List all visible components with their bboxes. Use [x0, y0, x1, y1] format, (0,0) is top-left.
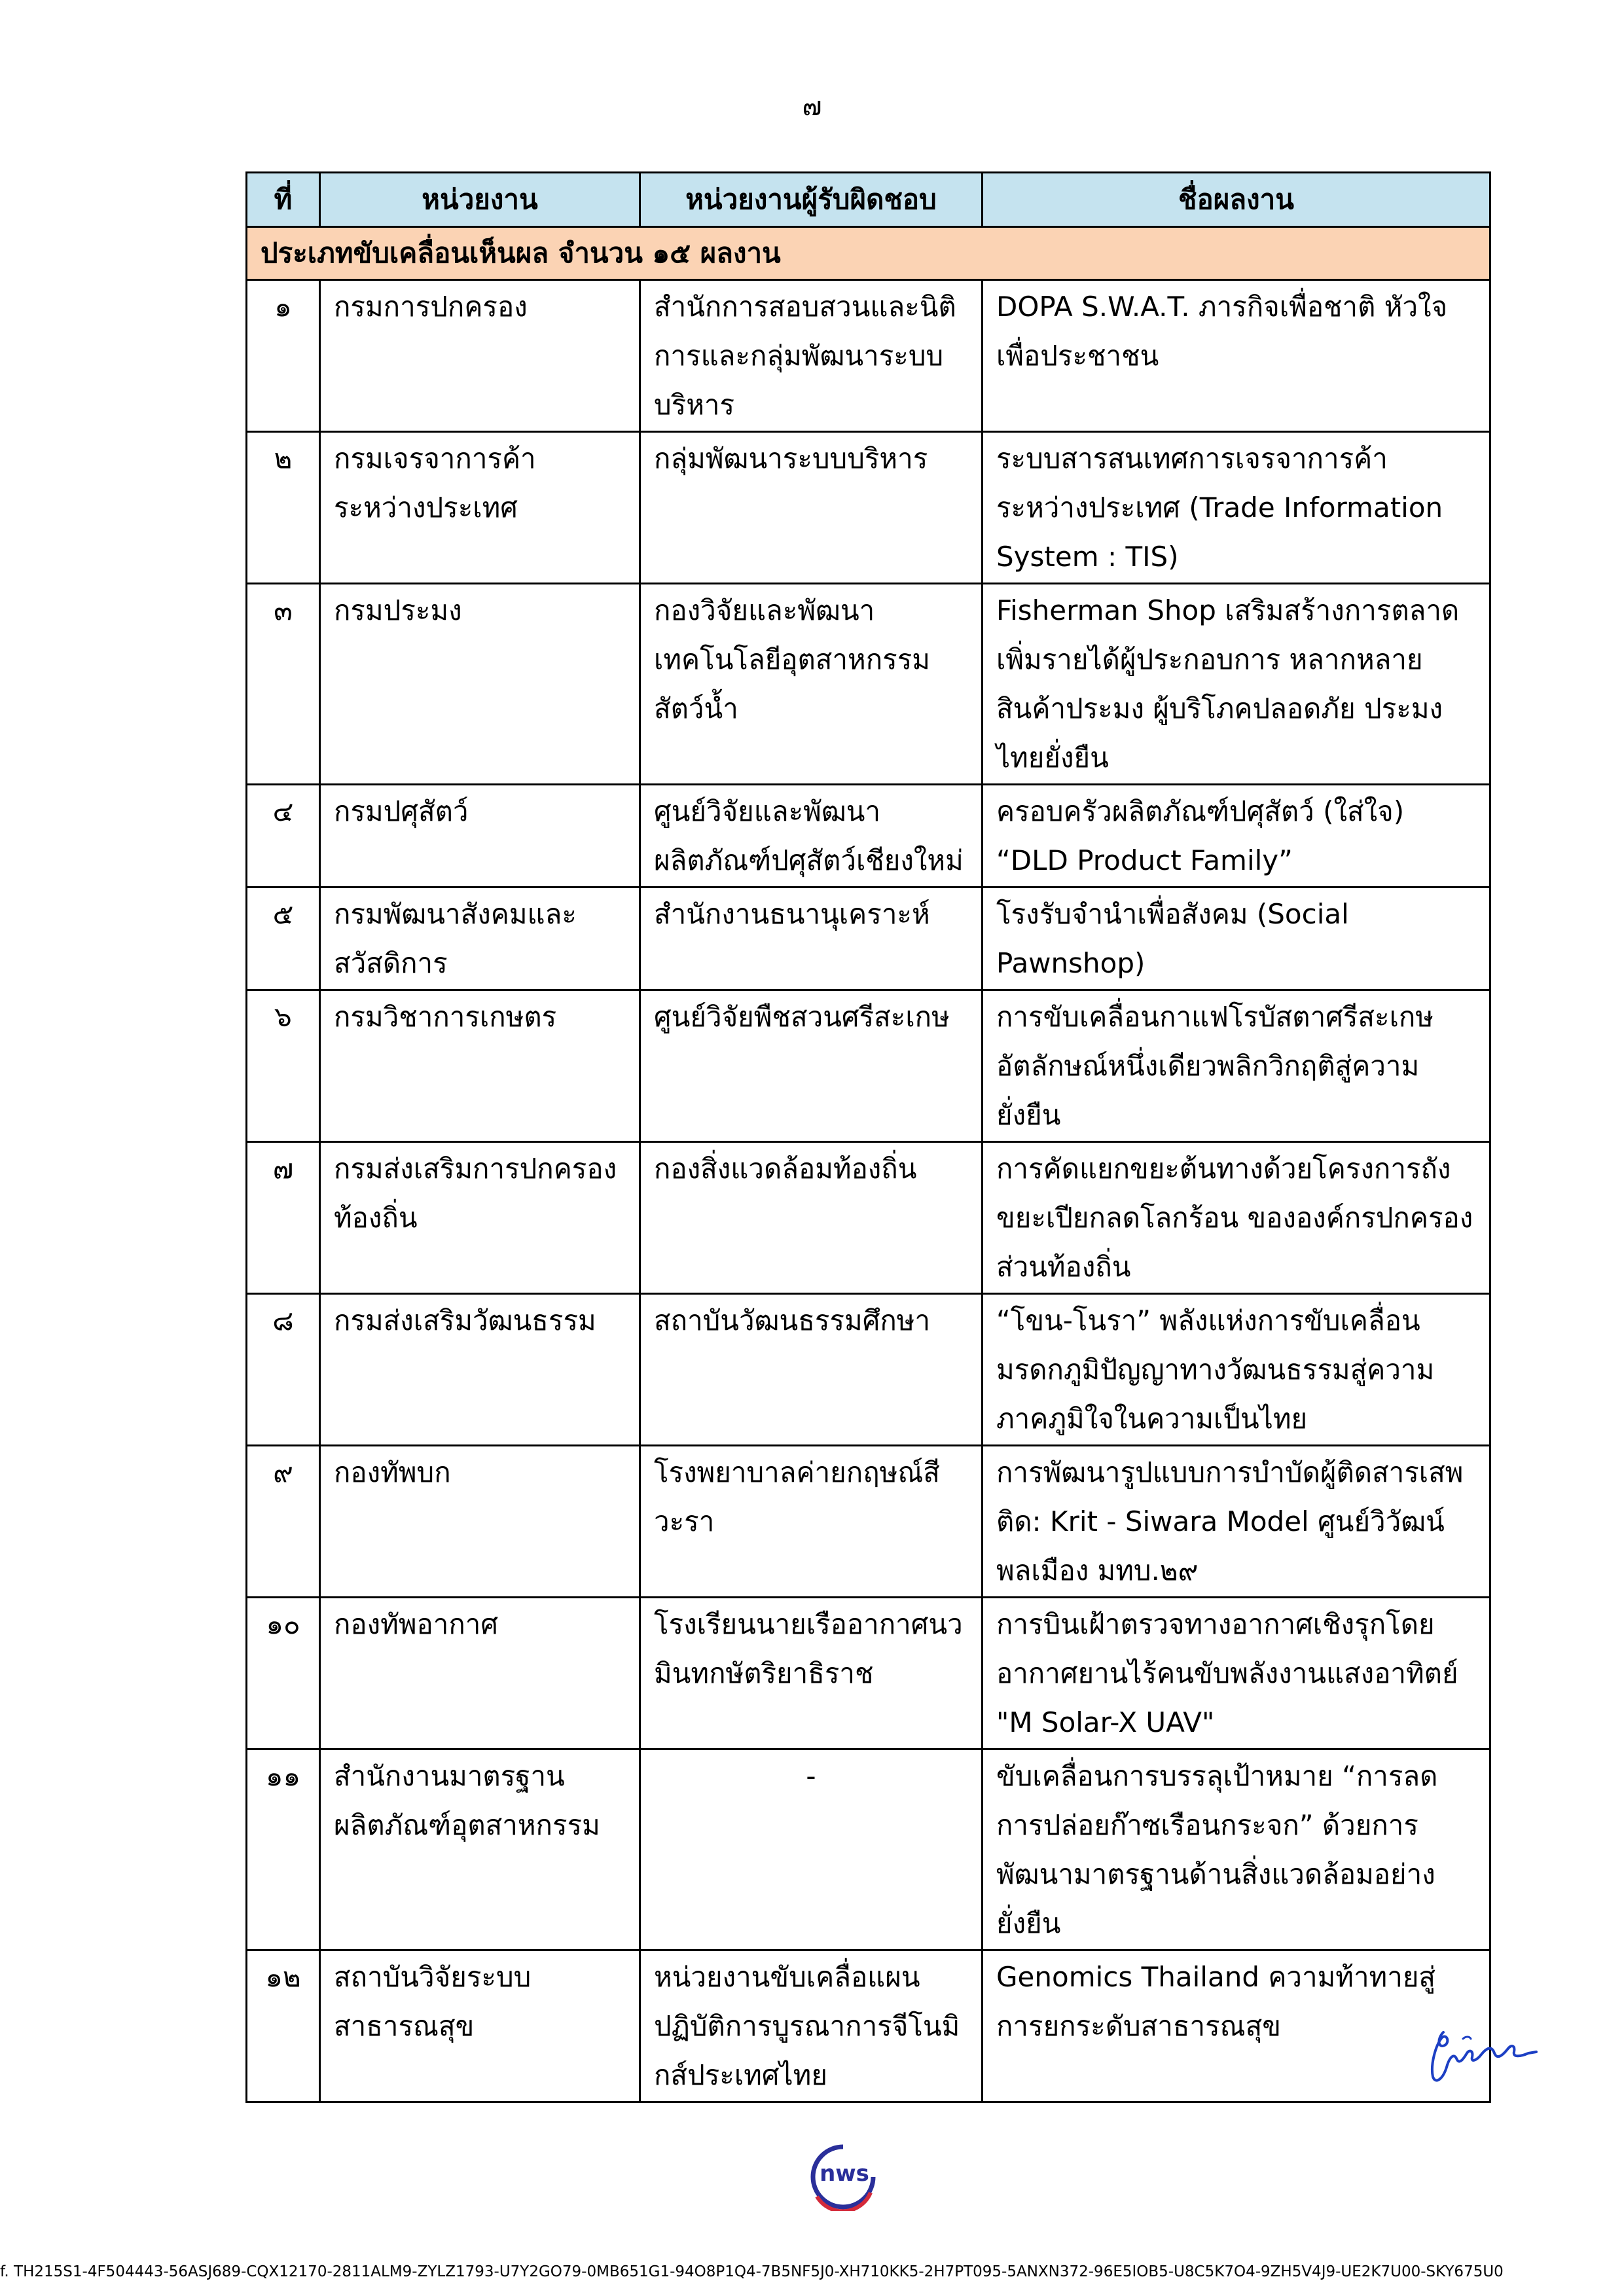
row-responsible-unit: กองสิ่งแวดล้อมท้องถิ่น — [640, 1142, 983, 1294]
table-row — [247, 1598, 1490, 1749]
row-work-name: โรงรับจำนำเพื่อสังคม (Social Pawnshop) — [983, 888, 1490, 990]
category-row — [247, 227, 1490, 280]
table-row — [247, 280, 1490, 432]
header-responsible-unit: หน่วยงานผู้รับผิดชอบ — [640, 173, 983, 227]
table-row — [247, 1749, 1490, 1950]
row-work-name: Fisherman Shop เสริมสร้างการตลาด เพิ่มรายได้ผู้ประกอบการ หลากหลายสินค้าประมง ผู้บริโภคปลอดภัย ประมงไทยยั่งยืน — [983, 584, 1490, 785]
row-work-name: ระบบสารสนเทศการเจรจาการค้าระหว่างประเทศ (Trade Information System : TIS) — [983, 432, 1490, 584]
row-responsible-unit: โรงพยาบาลค่ายกฤษณ์สีวะรา — [640, 1446, 983, 1598]
svg-text:nws: nws — [820, 2161, 869, 2187]
table-row — [247, 1142, 1490, 1294]
row-agency: กรมวิชาการเกษตร — [320, 990, 640, 1142]
row-responsible-unit: สำนักงานธนานุเคราะห์ — [640, 888, 983, 990]
row-responsible-unit: หน่วยงานขับเคลื่อแผนปฏิบัติการบูรณาการจีโนมิกส์ประเทศไทย — [640, 1950, 983, 2102]
row-responsible-unit: สถาบันวัฒนธรรมศึกษา — [640, 1294, 983, 1446]
page-number: ๗ — [802, 92, 822, 122]
table-header-row — [247, 173, 1490, 227]
row-number: ๙ — [247, 1446, 320, 1598]
row-number: ๕ — [247, 888, 320, 990]
row-number: ๑๒ — [247, 1950, 320, 2102]
row-number: ๖ — [247, 990, 320, 1142]
row-responsible-unit: - — [640, 1749, 983, 1950]
category-label: ประเภทขับเคลื่อนเห็นผล จำนวน ๑๕ ผลงาน — [247, 227, 1490, 280]
row-agency: กรมการปกครอง — [320, 280, 640, 432]
table-row — [247, 584, 1490, 785]
table-row — [247, 1950, 1490, 2102]
row-agency: กรมส่งเสริมการปกครองท้องถิ่น — [320, 1142, 640, 1294]
document-reference-code: f. TH215S1-4F504443-56ASJ689-CQX12170-2811ALM9-ZYLZ1793-U7Y2GO79-0MB651G1-94O8P1Q4-7B5NF5J0-XH710KK5-2H7PT095-5ANXN372-96E5IOB5-U8C5K7O4-9ZH5V4J9-UE2K7U00-SKY675U0 — [0, 2263, 1504, 2280]
table-row — [247, 785, 1490, 888]
row-work-name: “โขน-โนรา” พลังแห่งการขับเคลื่อนมรดกภูมิปัญญาทางวัฒนธรรมสู่ความภาคภูมิใจในความเป็นไทย — [983, 1294, 1490, 1446]
row-agency: กรมประมง — [320, 584, 640, 785]
signature — [1424, 2019, 1542, 2091]
header-no: ที่ — [247, 173, 320, 227]
results-table — [245, 171, 1491, 2103]
nws-logo — [797, 2139, 889, 2211]
row-work-name: การขับเคลื่อนกาแฟโรบัสตาศรีสะเกษ อัตลักษณ์หนึ่งเดียวพลิกวิกฤติสู่ความยั่งยืน — [983, 990, 1490, 1142]
table-row — [247, 1294, 1490, 1446]
row-responsible-unit: กลุ่มพัฒนาระบบบริหาร — [640, 432, 983, 584]
row-number: ๔ — [247, 785, 320, 888]
row-work-name: การบินเฝ้าตรวจทางอากาศเชิงรุกโดยอากาศยานไร้คนขับพลังงานแสงอาทิตย์ "M Solar-X UAV" — [983, 1598, 1490, 1749]
table-row — [247, 888, 1490, 990]
row-work-name: Genomics Thailand ความท้าทายสู่การยกระดับสาธารณสุข — [983, 1950, 1490, 2102]
table-row — [247, 432, 1490, 584]
row-responsible-unit: กองวิจัยและพัฒนาเทคโนโลยีอุตสาหกรรมสัตว์น้ำ — [640, 584, 983, 785]
row-work-name: DOPA S.W.A.T. ภารกิจเพื่อชาติ หัวใจเพื่อประชาชน — [983, 280, 1490, 432]
row-work-name: การคัดแยกขยะต้นทางด้วยโครงการถังขยะเปียกลดโลกร้อน ขององค์กรปกครองส่วนท้องถิ่น — [983, 1142, 1490, 1294]
row-number: ๘ — [247, 1294, 320, 1446]
table-row — [247, 990, 1490, 1142]
row-responsible-unit: ศูนย์วิจัยพืชสวนศรีสะเกษ — [640, 990, 983, 1142]
header-work-name: ชื่อผลงาน — [983, 173, 1490, 227]
row-number: ๑ — [247, 280, 320, 432]
row-number: ๑๑ — [247, 1749, 320, 1950]
table-row — [247, 1446, 1490, 1598]
row-responsible-unit: โรงเรียนนายเรืออากาศนวมินทกษัตริยาธิราช — [640, 1598, 983, 1749]
row-responsible-unit: สำนักการสอบสวนและนิติการและกลุ่มพัฒนาระบบบริหาร — [640, 280, 983, 432]
row-agency: กรมปศุสัตว์ — [320, 785, 640, 888]
row-work-name: การพัฒนารูปแบบการบำบัดผู้ติดสารเสพติด: Krit - Siwara Model ศูนย์วิวัฒน์พลเมือง มทบ.๒๙ — [983, 1446, 1490, 1598]
row-agency: กองทัพอากาศ — [320, 1598, 640, 1749]
row-number: ๑๐ — [247, 1598, 320, 1749]
row-agency: สำนักงานมาตรฐานผลิตภัณฑ์อุตสาหกรรม — [320, 1749, 640, 1950]
header-agency: หน่วยงาน — [320, 173, 640, 227]
row-agency: กรมพัฒนาสังคมและสวัสดิการ — [320, 888, 640, 990]
row-number: ๓ — [247, 584, 320, 785]
row-agency: กรมส่งเสริมวัฒนธรรม — [320, 1294, 640, 1446]
row-agency: กองทัพบก — [320, 1446, 640, 1598]
row-work-name: ครอบครัวผลิตภัณฑ์ปศุสัตว์ (ใส่ใจ) “DLD Product Family” — [983, 785, 1490, 888]
row-work-name: ขับเคลื่อนการบรรลุเป้าหมาย “การลดการปล่อยก๊าซเรือนกระจก” ด้วยการพัฒนามาตรฐานด้านสิ่งแวดล้อมอย่างยั่งยืน — [983, 1749, 1490, 1950]
row-agency: กรมเจรจาการค้าระหว่างประเทศ — [320, 432, 640, 584]
row-responsible-unit: ศูนย์วิจัยและพัฒนาผลิตภัณฑ์ปศุสัตว์เชียงใหม่ — [640, 785, 983, 888]
row-number: ๒ — [247, 432, 320, 584]
row-number: ๗ — [247, 1142, 320, 1294]
row-agency: สถาบันวิจัยระบบสาธารณสุข — [320, 1950, 640, 2102]
